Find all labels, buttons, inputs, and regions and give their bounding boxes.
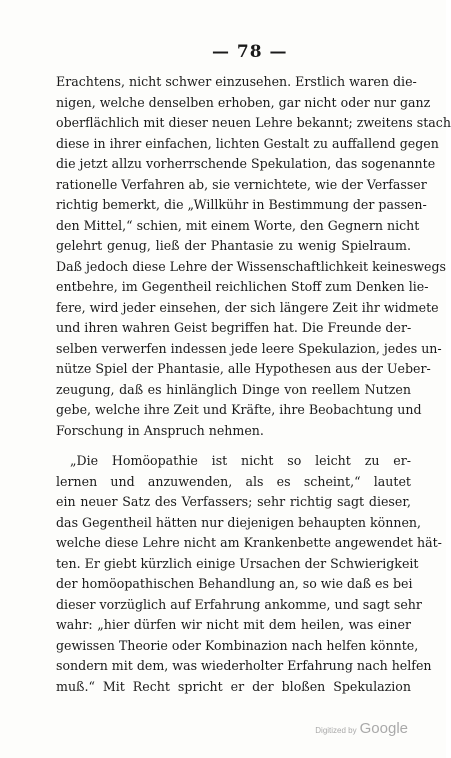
text-line: die jetzt allzu vorherrschende Spekulation, das sogenannte xyxy=(56,156,436,171)
text-line: welche diese Lehre nicht am Krankenbette angewendet hät- xyxy=(56,535,442,550)
text-line: lernen und anzuwenden, als es scheint,“ lautet xyxy=(56,473,411,489)
google-logo: Google xyxy=(359,720,408,737)
text-line: oberflächlich mit dieser neuen Lehre bekannt; zweitens stach xyxy=(56,115,451,130)
text-line: nütze Spiel der Phantasie, alle Hypothesen aus der Ueber- xyxy=(56,361,431,376)
text-line: selben verwerfen indessen jede leere Spekulazion, jedes un- xyxy=(56,340,442,356)
text-line: ein neuer Satz des Verfassers; sehr richtig sagt dieser, xyxy=(56,494,411,509)
text-line: gebe, welche ihre Zeit und Kräfte, ihre Beobachtung und xyxy=(56,402,422,417)
text-line: muß.“ Mit Recht spricht er der bloßen Spekulazion xyxy=(56,678,411,694)
text-line: der homöopathischen Behandlung an, so wie daß es bei xyxy=(56,576,413,591)
text-line: gelehrt genug, ließ der Phantasie zu wenig Spielraum. xyxy=(56,238,411,253)
text-line: fere, wird jeder einsehen, der sich längere Zeit ihr widmete xyxy=(56,299,439,315)
text-line: richtig bemerkt, die „Willkühr in Bestimmung der passen- xyxy=(56,197,427,212)
text-line: ten. Er giebt kürzlich einige Ursachen der Schwierigkeit xyxy=(56,555,419,571)
paragraph-gap xyxy=(56,441,411,451)
text-line: rationelle Verfahren ab, sie vernichtete, wie der Verfasser xyxy=(56,176,427,192)
text-line: zeugung, daß es hinlänglich Dinge von reellem Nutzen xyxy=(56,381,411,397)
text-line: Erachtens, nicht schwer einzusehen. Erstlich waren die- xyxy=(56,74,417,89)
text-line: den Mittel,“ schien, mit einem Worte, den Gegnern nicht xyxy=(56,217,420,233)
text-line: Forschung in Anspruch nehmen. xyxy=(56,422,264,438)
text-line: diese in ihrer einfachen, lichten Gestalt zu auffallend gegen xyxy=(56,135,439,151)
text-line: wahr: „hier dürfen wir nicht mit dem heilen, was einer xyxy=(56,617,411,632)
digitized-by-google-watermark xyxy=(315,720,408,738)
watermark-prefix: Digitized by xyxy=(315,726,357,735)
text-line: gewissen Theorie oder Kombinazion nach helfen könnte, xyxy=(56,637,419,653)
text-line: entbehre, im Gegentheil reichlichen Stoff zum Denken lie- xyxy=(56,279,429,294)
text-line: nigen, welche denselben erhoben, gar nicht oder nur ganz xyxy=(56,94,431,110)
paragraph-2 xyxy=(56,451,442,697)
text-line: sondern mit dem, was wiederholter Erfahrung nach helfen xyxy=(56,658,432,673)
body-text xyxy=(56,72,451,697)
text-line: Daß jedoch diese Lehre der Wissenschaftlichkeit keineswegs xyxy=(56,258,446,274)
text-line: das Gegentheil hätten nur diejenigen behaupten können, xyxy=(56,514,422,530)
page-number: — 78 — xyxy=(212,42,288,62)
text-line: dieser vorzüglich auf Erfahrung ankomme, und sagt sehr xyxy=(56,596,422,612)
text-line: „Die Homöopathie ist nicht so leicht zu er- xyxy=(70,453,411,468)
paragraph-1 xyxy=(56,72,451,441)
text-line: und ihren wahren Geist begriffen hat. Die Freunde der- xyxy=(56,320,412,335)
